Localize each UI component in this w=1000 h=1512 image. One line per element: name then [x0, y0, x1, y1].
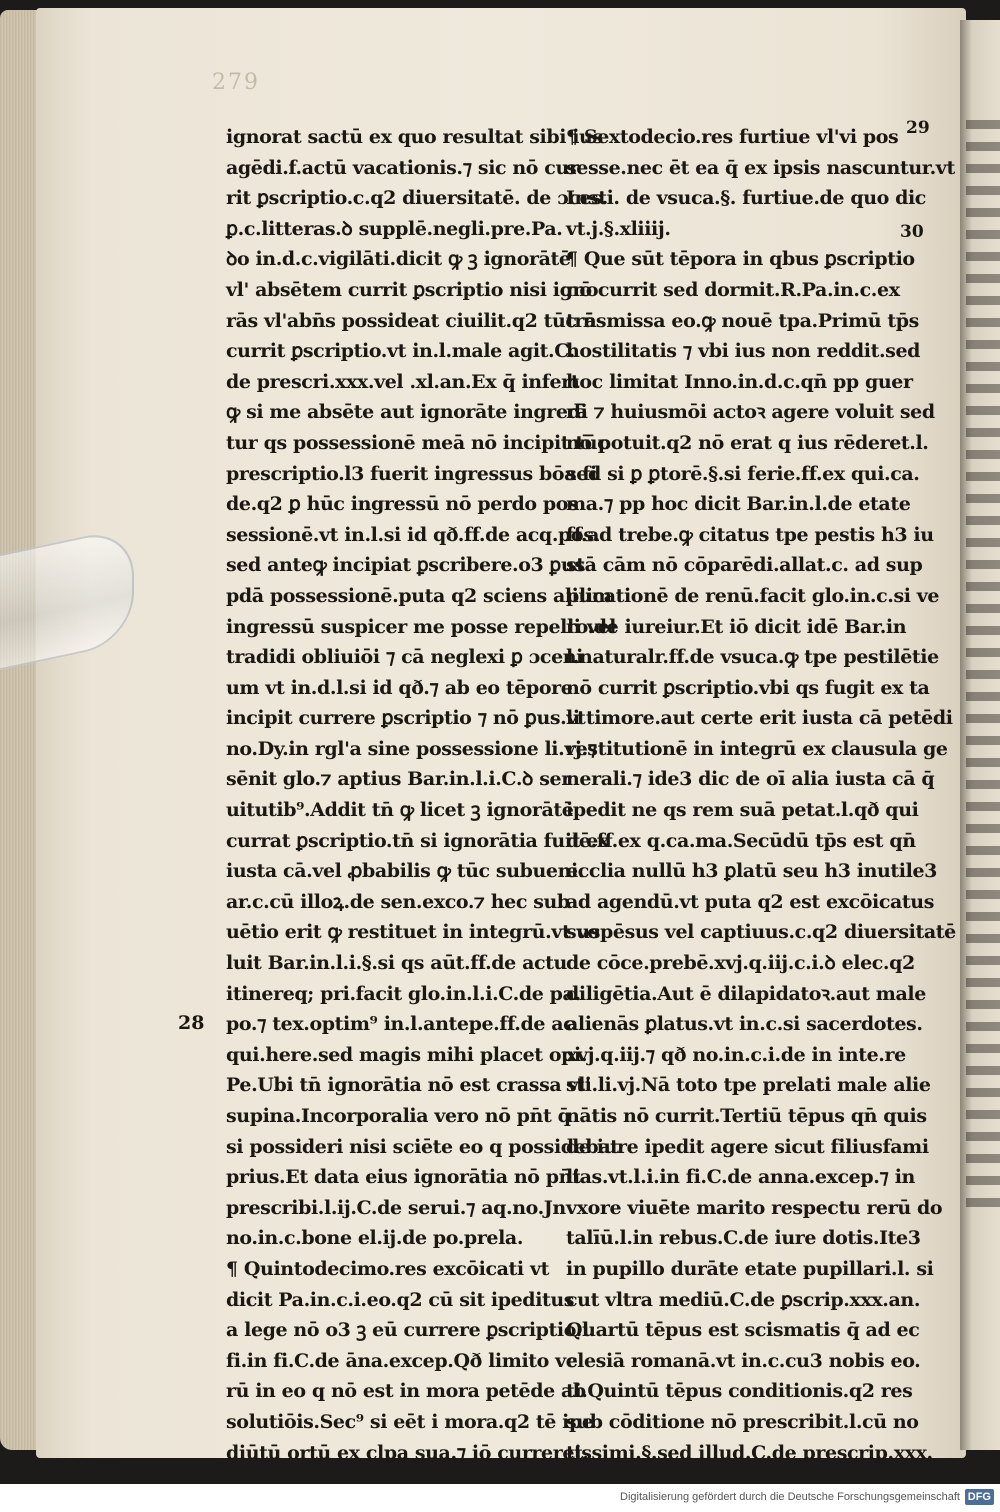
text-line: currat ꝑscriptio.tn̄ si ignorātia fuit ex [226, 829, 609, 852]
margin-number-30: 30 [900, 222, 924, 242]
text-line: vl' absētem currit ꝑscriptio nisi igno [226, 278, 599, 301]
text-line: xvj.q.iij.⁊ qð no.in.c.i.de in inte.re [566, 1043, 906, 1066]
text-line: a lege nō o3 ꝫ eū currere ꝑscriptio.l. [226, 1319, 595, 1342]
text-line: fi.in fi.C.de āna.excep.Qð limito ve [226, 1349, 578, 1372]
text-line: trāsmissa eo.ꝙ nouē tpa.Primū tp̄s [566, 309, 919, 332]
text-line: no.Dy.in rgl'a sine possessione li.vj.⁊ [226, 737, 597, 760]
text-line: uētio erit ꝙ restituet in integrū.vt vo [226, 921, 600, 944]
text-line: prius.Et data eius ignorātia nō pn̄t [226, 1166, 581, 1189]
text-line: itinereq; pri.facit glo.in.l.i.C.de pa. [226, 982, 581, 1005]
text-line: dicit Pa.in.c.i.eo.q2 cū sit ipeditus [226, 1288, 575, 1311]
text-line: nō currit sed dormit.R.Pa.in.c.ex [566, 278, 900, 301]
text-line: talīū.l.in rebus.C.de iure dotis.Ite3 [566, 1227, 921, 1250]
text-line: hostilitatis ⁊ vbi ius non reddit.sed [566, 340, 921, 363]
footer-credit: Digitalisierung gefördert durch die Deutsche Forschungsgemeinschaft [620, 1491, 960, 1503]
text-line: incipit currere ꝑscriptio ⁊ nō ꝑus.vt [226, 707, 586, 730]
text-line: diūtū ortū ex clpa sua.⁊ iō curreret. [226, 1441, 589, 1464]
text-line: de prescri.xxx.vel .xl.an.Ex q̄ infert [226, 370, 580, 393]
text-line: ff.ad trebe.ꝙ citatus tpe pestis h3 iu [566, 523, 934, 546]
text-line: de iure ipedit agere sicut filiusfami [566, 1135, 929, 1158]
text-line: tissimi.§.sed illud.C.de prescrip.xxx. [566, 1441, 933, 1464]
text-line: Pe.Ubi tn̄ ignorātia nō est crassa vl' [226, 1074, 591, 1097]
text-line: prescriptio.l3 fuerit ingressus bōa fi [226, 462, 597, 485]
text-line: sed si ꝑ ꝑtorē.§.si ferie.ff.ex qui.ca. [566, 462, 920, 485]
text-line: uitutib⁹.Addit tn̄ ꝙ licet ꝫ ignorātē [226, 799, 574, 822]
text-line: luit Bar.in.l.i.§.si qs aūt.ff.de actu [226, 952, 567, 975]
text-line: stā cām nō cōparēdi.allat.c. ad sup [566, 554, 923, 577]
text-line: nō potuit.q2 nō erat q ius rēderet.l. [566, 431, 929, 454]
text-line: clesiā romanā.vt in.c.cu3 nobis eo. [566, 1349, 921, 1372]
text-line: Insti. de vsuca.§. furtiue.de quo dic [566, 187, 926, 210]
margin-number-28: 28 [178, 1012, 205, 1034]
text-line: diligētia.Aut ē dilapidatoꝛ.aut male [566, 982, 926, 1005]
text-line: li timore.aut certe erit iusta cā petēdi [566, 707, 953, 730]
text-line: iusta cā.vel ꝓbabilis ꝙ tūc subueni. [226, 860, 585, 883]
margin-number-29: 29 [906, 118, 930, 138]
text-line: hoc limitat Inno.in.d.c.qn̄ pp guer [566, 370, 913, 393]
text-line: po.⁊ tex.optim⁹ in.l.antepe.ff.de ac [226, 1013, 575, 1036]
text-line: vxore viuēte marito respectu rerū do [566, 1196, 943, 1219]
text-line: no.in.c.bone el.ij.de po.prela. [226, 1227, 524, 1250]
text-line: ad agendū.vt puta q2 est excōicatus [566, 890, 934, 913]
text-line: dē.ff.ex q.ca.ma.Secūdū tp̄s est qn̄ [566, 829, 916, 852]
text-line: alienās ꝑlatus.vt in.c.si sacerdotes. [566, 1013, 923, 1036]
text-line: ignorat sactū ex quo resultat sibi ius [226, 126, 603, 148]
text-line: solutiōis.Sec⁹ si eēt i mora.q2 tē ipe [226, 1410, 594, 1433]
text-line: rā ⁊ huiusmōi actoꝛ agere voluit sed [566, 401, 935, 424]
text-line: ingressū suspicer me posse repelli vel [226, 615, 616, 638]
footer-bar [0, 1484, 1000, 1512]
text-line: l.naturalr.ff.de vsuca.ꝙ tpe pestilētie [566, 646, 939, 669]
text-line: ꝑ.c.litteras.ꝺ supplē.negli.pre.Pa. [226, 217, 563, 240]
text-line: Quartū tēpus est scismatis q̄ ad ec [566, 1319, 920, 1342]
text-line: um vt in.d.l.si id qð.⁊ ab eo tēpore [226, 676, 573, 699]
page-number: 279 [212, 70, 260, 95]
text-line: sti.li.vj.Nā toto tpe prelati male alie [566, 1074, 931, 1097]
text-line: restitutionē in integrū ex clausula ge [566, 737, 948, 760]
text-line: sed anteꝙ incipiat ꝑscribere.o3 ꝑus [226, 554, 585, 577]
text-line: lias.vt.l.i.in fi.C.de anna.excep.⁊ in [566, 1166, 915, 1189]
text-line: currit ꝑscriptio.vt in.l.male agit.C. [226, 340, 575, 363]
text-line: sēnit glo.⁊ aptius Bar.in.l.i.C.ꝺ ser [226, 768, 571, 791]
text-line: nō currit ꝑscriptio.vbi qs fugit ex ta [566, 676, 930, 699]
dfg-logo-icon: DFG [965, 1489, 994, 1505]
text-line: nātis nō currit.Tertiū tēpus qn̄ quis [566, 1105, 927, 1127]
text-line: ꝺo in.d.c.vigilāti.dicit ꝙ ꝫ ignorātē [226, 248, 571, 271]
text-line: de.q2 ꝑ hūc ingressū nō perdo pos [226, 493, 579, 516]
text-line: plicationē de renū.facit glo.in.c.si ve [566, 584, 940, 607]
text-line: rās vl'abn̄s possideat ciuilit.q2 tūc n̄ [226, 309, 597, 332]
text-line: supina.Incorporalia vero nō pn̄t q̄ [226, 1105, 571, 1127]
text-line: suspēsus vel captiuus.c.q2 diuersitatē [566, 921, 956, 944]
text-line: vt.j.§.xliiij. [566, 217, 671, 240]
facing-page-text-fragment [966, 120, 1000, 1220]
text-line: de cōce.prebē.xvj.q.iij.c.i.ꝺ elec.q2 [566, 952, 915, 975]
text-line: ar.c.cū illoꝝ.de sen.exco.⁊ hec sub [226, 890, 570, 913]
text-line: ecclia nullū h3 ꝑlatū seu h3 inutile3 [566, 860, 937, 883]
text-line: sub cōditione nō prescribit.l.cū no [566, 1410, 919, 1433]
text-line: ro.de iureiur.Et iō dicit idē Bar.in [566, 615, 907, 638]
text-line: ma.⁊ pp hoc dicit Bar.in.l.de etate [566, 493, 911, 516]
text-line: sesse.nec ēt ea q̄ ex ipsis nascuntur.vt [566, 156, 955, 179]
right-text-column [566, 122, 956, 1468]
text-line: ¶ Que sūt tēpora in qbus ꝑscriptio [566, 248, 915, 271]
text-line: ti.Quintū tēpus conditionis.q2 res [566, 1380, 913, 1403]
text-line: qui.here.sed magis mihi placet opi. [226, 1043, 588, 1066]
text-line: in pupillo durāte etate pupillari.l. si [566, 1257, 934, 1280]
text-line: cut vltra mediū.C.de ꝑscrip.xxx.an. [566, 1288, 921, 1311]
text-line: ¶ Quintodecimo.res excōicati vt [226, 1257, 549, 1280]
text-line: prescribi.l.ij.C.de serui.⁊ aq.no.Jn [226, 1196, 566, 1219]
text-line: ꝙ si me absēte aut ignorāte ingredi [226, 401, 588, 424]
text-line: rit ꝑscriptio.c.q2 diuersitatē. de ɔces. [226, 187, 608, 210]
text-line: tradidi obliuiōi ⁊ cā neglexi ꝑ ɔceni [226, 646, 583, 669]
text-line: pdā possessionē.puta q2 sciens alium [226, 584, 612, 607]
text-line: sessionē.vt in.l.si id qð.ff.de acq.pos. [226, 523, 600, 546]
text-line: si possideri nisi sciēte eo q possidebat [226, 1135, 619, 1158]
text-line: tur qs possessionē meā nō incipit tūc [226, 431, 609, 454]
text-line: agēdi.f.actū vacationis.⁊ sic nō cur [226, 156, 579, 179]
text-line: rū in eo q nō est in mora petēde ab [226, 1380, 586, 1403]
text-line: ¶ Sextodecio.res furtiue vl'vi pos [566, 126, 899, 148]
text-line: nerali.⁊ ide3 dic de oī alia iusta cā q̄ [566, 768, 935, 791]
text-line: ipedit ne qs rem suā petat.l.qð qui [566, 799, 919, 822]
